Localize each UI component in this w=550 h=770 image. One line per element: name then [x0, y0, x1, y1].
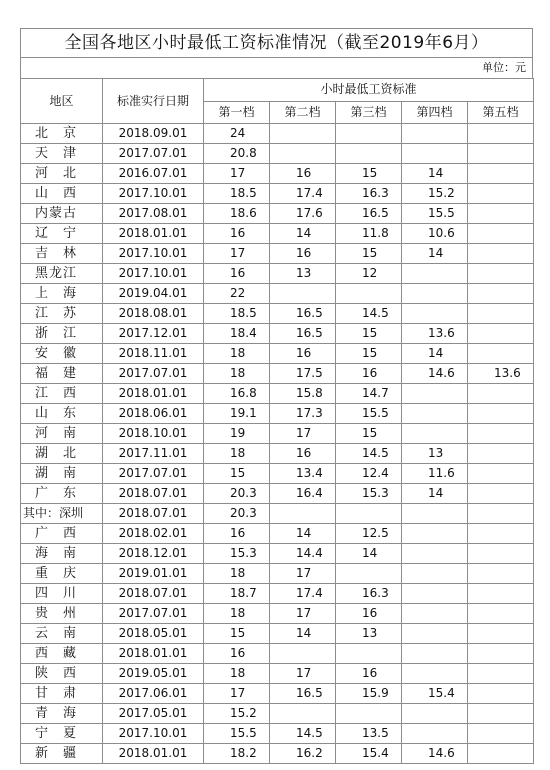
cell-level-3: 16.3 — [336, 584, 402, 604]
cell-level-2: 17.6 — [270, 204, 336, 224]
cell-level-4 — [402, 144, 468, 164]
cell-date: 2017.10.01 — [103, 724, 204, 744]
cell-level-5 — [468, 484, 534, 504]
cell-level-4 — [402, 404, 468, 424]
cell-level-1: 16.8 — [204, 384, 270, 404]
cell-level-3: 16 — [336, 664, 402, 684]
cell-region: 甘 肃 — [21, 684, 103, 704]
cell-region: 河 北 — [21, 164, 103, 184]
cell-level-4: 13 — [402, 444, 468, 464]
cell-region: 湖 北 — [21, 444, 103, 464]
cell-level-1: 17 — [204, 244, 270, 264]
cell-level-5 — [468, 124, 534, 144]
cell-level-5 — [468, 684, 534, 704]
header-level-5: 第五档 — [468, 101, 534, 124]
cell-level-3: 15.5 — [336, 404, 402, 424]
cell-level-1: 18.5 — [204, 304, 270, 324]
cell-region: 内蒙古 — [21, 204, 103, 224]
cell-date: 2018.10.01 — [103, 424, 204, 444]
cell-date: 2017.10.01 — [103, 264, 204, 284]
cell-level-2: 17.4 — [270, 184, 336, 204]
wage-table-sheet — [20, 28, 533, 764]
cell-level-4 — [402, 264, 468, 284]
cell-level-5 — [468, 624, 534, 644]
cell-date: 2016.07.01 — [103, 164, 204, 184]
cell-date: 2018.08.01 — [103, 304, 204, 324]
cell-level-5 — [468, 664, 534, 684]
cell-level-3 — [336, 504, 402, 524]
table-row — [21, 624, 534, 644]
cell-date: 2017.06.01 — [103, 684, 204, 704]
cell-date: 2017.07.01 — [103, 604, 204, 624]
cell-region: 河 南 — [21, 424, 103, 444]
cell-level-2: 16.5 — [270, 304, 336, 324]
cell-level-1: 16 — [204, 644, 270, 664]
cell-level-5 — [468, 324, 534, 344]
cell-level-3: 15 — [336, 244, 402, 264]
table-row — [21, 584, 534, 604]
cell-date: 2017.07.01 — [103, 364, 204, 384]
cell-level-2: 17.5 — [270, 364, 336, 384]
cell-level-5 — [468, 504, 534, 524]
table-row — [21, 704, 534, 724]
cell-region: 宁 夏 — [21, 724, 103, 744]
cell-level-4 — [402, 384, 468, 404]
cell-level-4: 14 — [402, 484, 468, 504]
cell-level-3: 13 — [336, 624, 402, 644]
cell-level-2: 16 — [270, 444, 336, 464]
table-row — [21, 464, 534, 484]
cell-region: 浙 江 — [21, 324, 103, 344]
cell-date: 2017.10.01 — [103, 244, 204, 264]
cell-level-3: 14.5 — [336, 304, 402, 324]
cell-level-5 — [468, 264, 534, 284]
cell-level-3: 12.5 — [336, 524, 402, 544]
cell-level-2 — [270, 504, 336, 524]
table-row — [21, 544, 534, 564]
cell-region: 黑龙江 — [21, 264, 103, 284]
wage-table — [20, 78, 534, 764]
cell-level-5 — [468, 404, 534, 424]
cell-level-2: 17 — [270, 564, 336, 584]
header-region: 地区 — [21, 79, 103, 124]
cell-level-1: 24 — [204, 124, 270, 144]
cell-level-2: 14 — [270, 224, 336, 244]
cell-region: 北 京 — [21, 124, 103, 144]
cell-region: 新 疆 — [21, 744, 103, 764]
cell-region: 山 西 — [21, 184, 103, 204]
cell-level-2 — [270, 124, 336, 144]
cell-level-5 — [468, 704, 534, 724]
cell-level-3 — [336, 284, 402, 304]
cell-level-2 — [270, 284, 336, 304]
cell-level-3: 16 — [336, 604, 402, 624]
cell-level-5 — [468, 204, 534, 224]
cell-date: 2017.07.01 — [103, 464, 204, 484]
cell-level-1: 19.1 — [204, 404, 270, 424]
cell-level-1: 18.5 — [204, 184, 270, 204]
cell-level-5 — [468, 724, 534, 744]
cell-level-1: 18.7 — [204, 584, 270, 604]
cell-level-1: 17 — [204, 684, 270, 704]
cell-region: 西 藏 — [21, 644, 103, 664]
cell-region: 上 海 — [21, 284, 103, 304]
cell-level-3: 13.5 — [336, 724, 402, 744]
table-row — [21, 424, 534, 444]
cell-region: 山 东 — [21, 404, 103, 424]
cell-level-4 — [402, 624, 468, 644]
cell-level-4: 14 — [402, 344, 468, 364]
cell-level-5 — [468, 144, 534, 164]
cell-date: 2017.07.01 — [103, 144, 204, 164]
cell-level-3: 14.7 — [336, 384, 402, 404]
cell-level-3: 15.9 — [336, 684, 402, 704]
cell-level-2: 17 — [270, 424, 336, 444]
table-row — [21, 684, 534, 704]
cell-level-1: 18 — [204, 444, 270, 464]
cell-date: 2019.05.01 — [103, 664, 204, 684]
cell-level-2 — [270, 644, 336, 664]
cell-level-3: 14.5 — [336, 444, 402, 464]
cell-level-1: 22 — [204, 284, 270, 304]
cell-level-3: 12.4 — [336, 464, 402, 484]
cell-level-5 — [468, 604, 534, 624]
cell-level-5 — [468, 384, 534, 404]
unit-label: 单位：元 — [20, 57, 533, 78]
cell-region: 江 西 — [21, 384, 103, 404]
cell-level-1: 15.3 — [204, 544, 270, 564]
cell-date: 2018.02.01 — [103, 524, 204, 544]
cell-level-1: 19 — [204, 424, 270, 444]
table-row — [21, 384, 534, 404]
table-row — [21, 324, 534, 344]
cell-level-1: 18 — [204, 564, 270, 584]
table-row — [21, 504, 534, 524]
cell-level-1: 18 — [204, 344, 270, 364]
cell-region: 安 徽 — [21, 344, 103, 364]
table-row — [21, 204, 534, 224]
table-row — [21, 564, 534, 584]
header-level-2: 第二档 — [270, 101, 336, 124]
cell-level-3: 15.3 — [336, 484, 402, 504]
cell-date: 2017.12.01 — [103, 324, 204, 344]
cell-level-1: 16 — [204, 524, 270, 544]
cell-level-4: 14.6 — [402, 364, 468, 384]
cell-level-3: 15.4 — [336, 744, 402, 764]
cell-level-2: 14.5 — [270, 724, 336, 744]
cell-date: 2018.07.01 — [103, 584, 204, 604]
cell-level-2: 17.4 — [270, 584, 336, 604]
cell-level-2: 16 — [270, 244, 336, 264]
cell-level-5 — [468, 244, 534, 264]
header-level-1: 第一档 — [204, 101, 270, 124]
cell-level-2: 16.2 — [270, 744, 336, 764]
cell-level-1: 15.5 — [204, 724, 270, 744]
cell-date: 2017.05.01 — [103, 704, 204, 724]
cell-level-5 — [468, 164, 534, 184]
table-row — [21, 244, 534, 264]
cell-date: 2019.01.01 — [103, 564, 204, 584]
cell-level-4 — [402, 304, 468, 324]
table-row — [21, 364, 534, 384]
cell-level-5: 13.6 — [468, 364, 534, 384]
cell-level-1: 16 — [204, 224, 270, 244]
cell-region: 广 西 — [21, 524, 103, 544]
cell-level-4 — [402, 504, 468, 524]
cell-level-5 — [468, 184, 534, 204]
cell-level-4 — [402, 724, 468, 744]
header-level-4: 第四档 — [402, 101, 468, 124]
table-row — [21, 744, 534, 764]
cell-level-2: 14 — [270, 524, 336, 544]
cell-level-2: 16 — [270, 164, 336, 184]
table-body — [21, 124, 534, 764]
cell-level-3 — [336, 704, 402, 724]
cell-date: 2019.04.01 — [103, 284, 204, 304]
cell-date: 2018.01.01 — [103, 644, 204, 664]
cell-level-4: 15.5 — [402, 204, 468, 224]
cell-date: 2018.01.01 — [103, 384, 204, 404]
cell-level-3: 15 — [336, 324, 402, 344]
cell-level-2: 13 — [270, 264, 336, 284]
cell-date: 2018.09.01 — [103, 124, 204, 144]
cell-level-2: 14.4 — [270, 544, 336, 564]
cell-level-5 — [468, 444, 534, 464]
cell-level-4: 11.6 — [402, 464, 468, 484]
table-row — [21, 664, 534, 684]
cell-date: 2017.11.01 — [103, 444, 204, 464]
cell-level-5 — [468, 284, 534, 304]
cell-level-1: 15 — [204, 464, 270, 484]
cell-region: 广 东 — [21, 484, 103, 504]
table-row — [21, 524, 534, 544]
cell-region: 其中：深圳 — [21, 504, 103, 524]
cell-level-2: 17.3 — [270, 404, 336, 424]
cell-level-2: 17 — [270, 604, 336, 624]
cell-level-2: 16.5 — [270, 684, 336, 704]
cell-level-4 — [402, 524, 468, 544]
cell-level-5 — [468, 424, 534, 444]
cell-level-3: 15 — [336, 424, 402, 444]
cell-region: 贵 州 — [21, 604, 103, 624]
cell-date: 2018.06.01 — [103, 404, 204, 424]
header-standard-group: 小时最低工资标准 — [204, 79, 534, 102]
cell-level-1: 18 — [204, 604, 270, 624]
cell-level-5 — [468, 464, 534, 484]
cell-level-3: 16 — [336, 364, 402, 384]
cell-level-3 — [336, 644, 402, 664]
cell-level-1: 16 — [204, 264, 270, 284]
cell-level-2: 16.4 — [270, 484, 336, 504]
cell-date: 2018.11.01 — [103, 344, 204, 364]
cell-region: 吉 林 — [21, 244, 103, 264]
cell-region: 福 建 — [21, 364, 103, 384]
table-row — [21, 404, 534, 424]
cell-region: 四 川 — [21, 584, 103, 604]
cell-level-5 — [468, 644, 534, 664]
cell-level-4 — [402, 424, 468, 444]
cell-level-5 — [468, 524, 534, 544]
cell-level-2: 13.4 — [270, 464, 336, 484]
cell-level-4: 13.6 — [402, 324, 468, 344]
cell-level-1: 20.8 — [204, 144, 270, 164]
cell-level-4 — [402, 704, 468, 724]
table-header — [21, 79, 534, 124]
cell-level-1: 20.3 — [204, 484, 270, 504]
cell-level-4 — [402, 284, 468, 304]
table-row — [21, 144, 534, 164]
cell-level-4: 15.2 — [402, 184, 468, 204]
cell-level-2: 16.5 — [270, 324, 336, 344]
cell-date: 2017.08.01 — [103, 204, 204, 224]
cell-level-3: 16.3 — [336, 184, 402, 204]
cell-level-3 — [336, 564, 402, 584]
cell-region: 海 南 — [21, 544, 103, 564]
cell-level-4: 14 — [402, 164, 468, 184]
cell-level-1: 18.2 — [204, 744, 270, 764]
table-row — [21, 164, 534, 184]
cell-level-3: 15 — [336, 164, 402, 184]
cell-level-2: 14 — [270, 624, 336, 644]
cell-level-1: 18 — [204, 364, 270, 384]
table-row — [21, 224, 534, 244]
cell-level-5 — [468, 564, 534, 584]
table-row — [21, 604, 534, 624]
table-row — [21, 184, 534, 204]
cell-level-5 — [468, 304, 534, 324]
cell-level-1: 20.3 — [204, 504, 270, 524]
cell-level-3: 16.5 — [336, 204, 402, 224]
cell-region: 重 庆 — [21, 564, 103, 584]
header-date: 标准实行日期 — [103, 79, 204, 124]
cell-level-3: 14 — [336, 544, 402, 564]
table-row — [21, 124, 534, 144]
cell-region: 青 海 — [21, 704, 103, 724]
cell-level-4 — [402, 124, 468, 144]
cell-date: 2018.07.01 — [103, 504, 204, 524]
cell-level-1: 18 — [204, 664, 270, 684]
table-row — [21, 644, 534, 664]
cell-date: 2018.01.01 — [103, 224, 204, 244]
cell-level-4 — [402, 584, 468, 604]
cell-level-1: 17 — [204, 164, 270, 184]
cell-level-5 — [468, 544, 534, 564]
cell-date: 2018.01.01 — [103, 744, 204, 764]
cell-region: 辽 宁 — [21, 224, 103, 244]
cell-region: 江 苏 — [21, 304, 103, 324]
cell-level-1: 18.4 — [204, 324, 270, 344]
cell-level-4 — [402, 564, 468, 584]
cell-level-5 — [468, 744, 534, 764]
cell-level-2: 16 — [270, 344, 336, 364]
cell-level-4: 15.4 — [402, 684, 468, 704]
table-row — [21, 444, 534, 464]
cell-level-3: 11.8 — [336, 224, 402, 244]
cell-date: 2018.07.01 — [103, 484, 204, 504]
cell-level-4 — [402, 544, 468, 564]
cell-level-3: 15 — [336, 344, 402, 364]
cell-level-1: 18.6 — [204, 204, 270, 224]
cell-level-4 — [402, 664, 468, 684]
cell-region: 云 南 — [21, 624, 103, 644]
cell-level-3: 12 — [336, 264, 402, 284]
cell-region: 天 津 — [21, 144, 103, 164]
cell-level-2: 17 — [270, 664, 336, 684]
cell-level-2 — [270, 704, 336, 724]
table-row — [21, 304, 534, 324]
cell-level-4 — [402, 644, 468, 664]
cell-region: 湖 南 — [21, 464, 103, 484]
table-title: 全国各地区小时最低工资标准情况（截至2019年6月） — [20, 28, 533, 57]
cell-date: 2017.10.01 — [103, 184, 204, 204]
cell-level-3 — [336, 124, 402, 144]
cell-date: 2018.05.01 — [103, 624, 204, 644]
table-row — [21, 484, 534, 504]
table-row — [21, 344, 534, 364]
cell-level-2: 15.8 — [270, 384, 336, 404]
cell-region: 陕 西 — [21, 664, 103, 684]
header-level-3: 第三档 — [336, 101, 402, 124]
cell-level-1: 15.2 — [204, 704, 270, 724]
cell-level-4: 10.6 — [402, 224, 468, 244]
cell-level-1: 15 — [204, 624, 270, 644]
cell-level-5 — [468, 584, 534, 604]
cell-level-4: 14 — [402, 244, 468, 264]
cell-level-5 — [468, 344, 534, 364]
cell-level-5 — [468, 224, 534, 244]
cell-level-3 — [336, 144, 402, 164]
cell-level-2 — [270, 144, 336, 164]
table-row — [21, 724, 534, 744]
cell-level-4 — [402, 604, 468, 624]
cell-date: 2018.12.01 — [103, 544, 204, 564]
table-row — [21, 284, 534, 304]
cell-level-4: 14.6 — [402, 744, 468, 764]
table-row — [21, 264, 534, 284]
